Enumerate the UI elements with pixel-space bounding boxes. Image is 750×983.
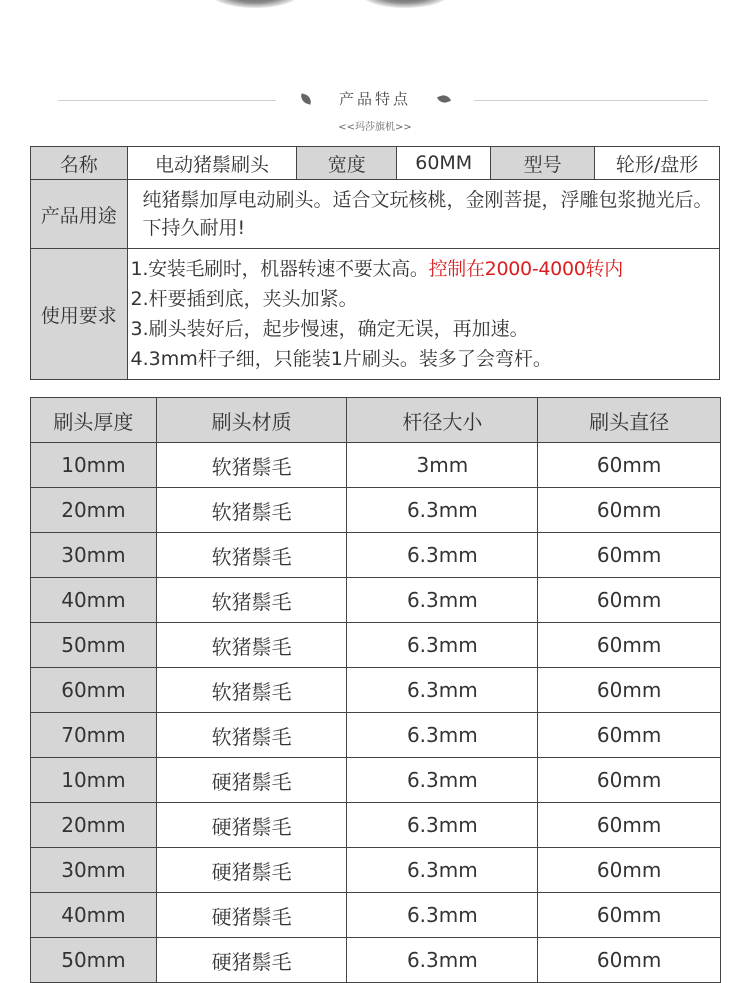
- shaft-diameter-cell: 6.3mm: [347, 758, 538, 803]
- name-value: 电动猪鬃刷头: [127, 147, 297, 180]
- spec-row-use: [31, 180, 720, 249]
- thickness-cell: 20mm: [31, 488, 157, 533]
- brush-diameter-cell: 60mm: [538, 848, 721, 893]
- shaft-diameter-cell: 3mm: [347, 443, 538, 488]
- material-cell: 软猪鬃毛: [156, 578, 347, 623]
- leaf-icon: [299, 93, 313, 105]
- brush-diameter-cell: 60mm: [538, 623, 721, 668]
- column-header: 刷头直径: [538, 398, 721, 443]
- brush-diameter-cell: 60mm: [538, 758, 721, 803]
- brush-diameter-cell: 60mm: [538, 668, 721, 713]
- section-header: [0, 88, 750, 138]
- shaft-diameter-cell: 6.3mm: [347, 578, 538, 623]
- brush-diameter-cell: 60mm: [538, 938, 721, 983]
- material-cell: 软猪鬃毛: [156, 668, 347, 713]
- table-row: [31, 668, 721, 713]
- spec-row-basic: [31, 147, 720, 180]
- shaft-diameter-cell: 6.3mm: [347, 668, 538, 713]
- table-row: [31, 938, 721, 983]
- table-row: [31, 713, 721, 758]
- requirement-highlight: 控制在2000-4000转内: [428, 258, 623, 280]
- shaft-diameter-cell: 6.3mm: [347, 893, 538, 938]
- brush-size-table: [30, 397, 721, 983]
- leaf-icon: [437, 93, 451, 105]
- shaft-diameter-cell: 6.3mm: [347, 803, 538, 848]
- width-value: 60MM: [397, 147, 491, 180]
- requirements-label: 使用要求: [31, 249, 128, 380]
- model-value: 轮形/盘形: [595, 147, 720, 180]
- requirement-text: 1.安装毛刷时，机器转速不要太高。: [130, 258, 429, 280]
- width-label: 宽度: [297, 147, 397, 180]
- table-row: [31, 533, 721, 578]
- material-cell: 硬猪鬃毛: [156, 758, 347, 803]
- shaft-diameter-cell: 6.3mm: [347, 713, 538, 758]
- material-cell: 硬猪鬃毛: [156, 848, 347, 893]
- shaft-diameter-cell: 6.3mm: [347, 623, 538, 668]
- brush-diameter-cell: 60mm: [538, 803, 721, 848]
- section-title: 产品特点: [338, 90, 411, 108]
- thickness-cell: 70mm: [31, 713, 157, 758]
- shaft-diameter-cell: 6.3mm: [347, 533, 538, 578]
- shaft-diameter-cell: 6.3mm: [347, 848, 538, 893]
- model-label: 型号: [491, 147, 595, 180]
- brush-diameter-cell: 60mm: [538, 713, 721, 758]
- thickness-cell: 10mm: [31, 758, 157, 803]
- material-cell: 硬猪鬃毛: [156, 938, 347, 983]
- material-cell: 软猪鬃毛: [156, 623, 347, 668]
- requirement-item: 3.刷头装好后，起步慢速，确定无误，再加速。: [130, 318, 529, 340]
- thickness-cell: 50mm: [31, 938, 157, 983]
- column-header: 刷头厚度: [31, 398, 157, 443]
- material-cell: 硬猪鬃毛: [156, 803, 347, 848]
- material-cell: 软猪鬃毛: [156, 443, 347, 488]
- product-image-fragment-right: [360, 0, 450, 8]
- thickness-cell: 30mm: [31, 533, 157, 578]
- requirement-item: [131, 254, 716, 284]
- brush-diameter-cell: 60mm: [538, 533, 721, 578]
- thickness-cell: 60mm: [31, 668, 157, 713]
- requirements-list: [129, 252, 718, 376]
- column-header: 刷头材质: [156, 398, 347, 443]
- thickness-cell: 20mm: [31, 803, 157, 848]
- table-header-row: [31, 398, 721, 443]
- use-label: 产品用途: [31, 180, 128, 249]
- thickness-cell: 40mm: [31, 578, 157, 623]
- product-image-fragment-left: [210, 0, 300, 8]
- material-cell: 硬猪鬃毛: [156, 893, 347, 938]
- table-row: [31, 578, 721, 623]
- requirement-item: 4.3mm杆子细，只能装1片刷头。装多了会弯杆。: [130, 348, 552, 370]
- thickness-cell: 40mm: [31, 893, 157, 938]
- brush-diameter-cell: 60mm: [538, 893, 721, 938]
- thickness-cell: 50mm: [31, 623, 157, 668]
- shaft-diameter-cell: 6.3mm: [347, 488, 538, 533]
- use-value: 纯猪鬃加厚电动刷头。适合文玩核桃，金刚菩提，浮雕包浆抛光后。下持久耐用!: [142, 189, 713, 239]
- spec-row-requirements: [31, 249, 720, 380]
- thickness-cell: 10mm: [31, 443, 157, 488]
- brush-diameter-cell: 60mm: [538, 578, 721, 623]
- section-subtitle: <<玛莎旗机>>: [338, 122, 412, 133]
- table-row: [31, 848, 721, 893]
- material-cell: 软猪鬃毛: [156, 713, 347, 758]
- material-cell: 软猪鬃毛: [156, 533, 347, 578]
- requirement-item: 2.杆要插到底，夹头加紧。: [130, 288, 358, 310]
- brush-diameter-cell: 60mm: [538, 443, 721, 488]
- thickness-cell: 30mm: [31, 848, 157, 893]
- table-row: [31, 758, 721, 803]
- table-row: [31, 893, 721, 938]
- table-row: [31, 443, 721, 488]
- name-label: 名称: [31, 147, 128, 180]
- shaft-diameter-cell: 6.3mm: [347, 938, 538, 983]
- table-row: [31, 488, 721, 533]
- table-row: [31, 803, 721, 848]
- material-cell: 软猪鬃毛: [156, 488, 347, 533]
- spec-table: [30, 146, 720, 380]
- column-header: 杆径大小: [347, 398, 538, 443]
- table-row: [31, 623, 721, 668]
- brush-diameter-cell: 60mm: [538, 488, 721, 533]
